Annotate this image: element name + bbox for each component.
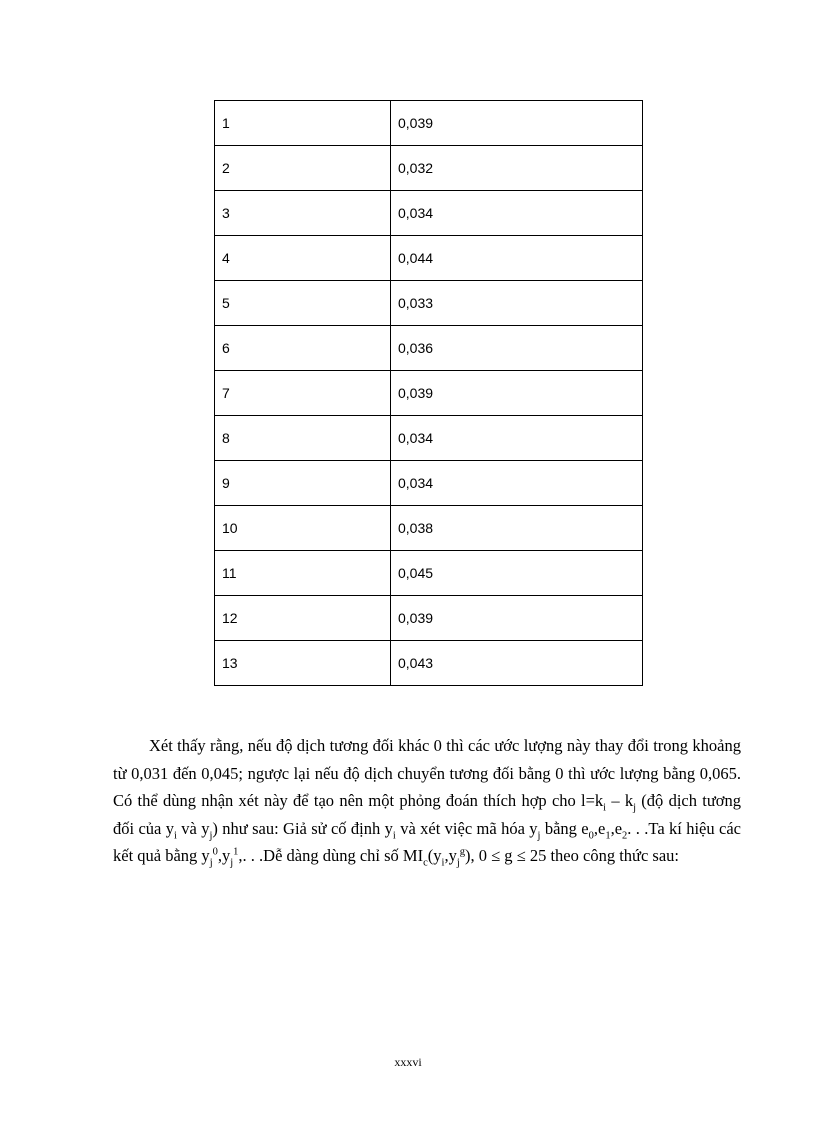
subscript: 0: [588, 829, 594, 841]
subscript: 1: [605, 829, 611, 841]
text-run: và y: [176, 818, 210, 838]
subscript: 2: [622, 829, 628, 841]
text-run: Xét thấy rằng, nếu độ dịch tương đối khác 0 thì các ước lượng này thay đổi trong khoảng từ 0,031 đến 0,045; ngược lại nếu độ dịch chuyển tương đối bằng 0 thì ước lượng bằng 0,065. Có thể dùng nhận xét này để tạo nên một phỏng đoán thích hợp cho l=k: [113, 736, 741, 810]
table-row: [215, 326, 643, 371]
row-value-cell: 0,044: [391, 236, 643, 281]
subscript: c: [423, 857, 428, 869]
text-run: ,e: [593, 818, 606, 838]
text-run: (y: [427, 846, 442, 865]
row-index-cell: 12: [215, 596, 391, 641]
table-row: [215, 191, 643, 236]
superscript: 0: [212, 846, 218, 858]
row-value-cell: 0,039: [391, 101, 643, 146]
row-value-cell: 0,033: [391, 281, 643, 326]
table-row: [215, 506, 643, 551]
row-index-cell: 11: [215, 551, 391, 596]
row-value-cell: 0,038: [391, 506, 643, 551]
table-row: [215, 416, 643, 461]
superscript: g: [459, 846, 465, 858]
text-run: (độ dịch tương đối của y: [113, 791, 741, 838]
subscript: j: [633, 802, 637, 814]
table-row: [215, 236, 643, 281]
table-row: [215, 371, 643, 416]
data-table: [214, 100, 643, 686]
text-run: – k: [606, 791, 634, 810]
text-run: bằng e: [540, 818, 589, 838]
subscript: i: [392, 829, 396, 841]
subscript: j: [537, 829, 541, 841]
table-row: [215, 461, 643, 506]
superscript: 1: [233, 846, 239, 858]
text-run: ,y: [217, 846, 231, 865]
subscript: j: [209, 857, 213, 869]
row-value-cell: 0,034: [391, 461, 643, 506]
text-run: ), 0 ≤ g ≤ 25 theo công thức sau:: [464, 846, 680, 865]
table-row: [215, 551, 643, 596]
row-index-cell: 9: [215, 461, 391, 506]
row-index-cell: 8: [215, 416, 391, 461]
row-index-cell: 4: [215, 236, 391, 281]
subscript: j: [230, 857, 234, 869]
table-row: [215, 596, 643, 641]
row-value-cell: 0,045: [391, 551, 643, 596]
text-run: và xét việc mã hóa y: [395, 818, 538, 838]
subscript: i: [603, 802, 607, 814]
row-value-cell: 0,034: [391, 416, 643, 461]
text-run: ,e: [610, 818, 623, 838]
table-row: [215, 641, 643, 686]
text-run: ) như sau: Giả sử cố định y: [212, 818, 393, 838]
row-index-cell: 1: [215, 101, 391, 146]
table-row: [215, 101, 643, 146]
table-row: [215, 146, 643, 191]
subscript: j: [456, 857, 460, 869]
text-run: ,. . .Dễ dàng dùng chỉ số MI: [238, 846, 424, 865]
table-body: [215, 101, 643, 686]
text-run: . . .Ta kí hiệu các kết quả bằng y: [113, 818, 741, 865]
row-index-cell: 10: [215, 506, 391, 551]
page-number: xxxvi: [394, 1055, 422, 1069]
row-index-cell: 6: [215, 326, 391, 371]
row-value-cell: 0,039: [391, 596, 643, 641]
text-run: ,y: [444, 846, 457, 865]
row-value-cell: 0,039: [391, 371, 643, 416]
row-index-cell: 2: [215, 146, 391, 191]
row-index-cell: 3: [215, 191, 391, 236]
row-index-cell: 5: [215, 281, 391, 326]
subscript: j: [209, 829, 213, 841]
row-value-cell: 0,043: [391, 641, 643, 686]
body-paragraph: [113, 732, 741, 870]
row-value-cell: 0,034: [391, 191, 643, 236]
subscript: i: [441, 857, 445, 869]
subscript: i: [173, 829, 177, 841]
row-index-cell: 7: [215, 371, 391, 416]
row-value-cell: 0,032: [391, 146, 643, 191]
table-row: [215, 281, 643, 326]
row-value-cell: 0,036: [391, 326, 643, 371]
row-index-cell: 13: [215, 641, 391, 686]
